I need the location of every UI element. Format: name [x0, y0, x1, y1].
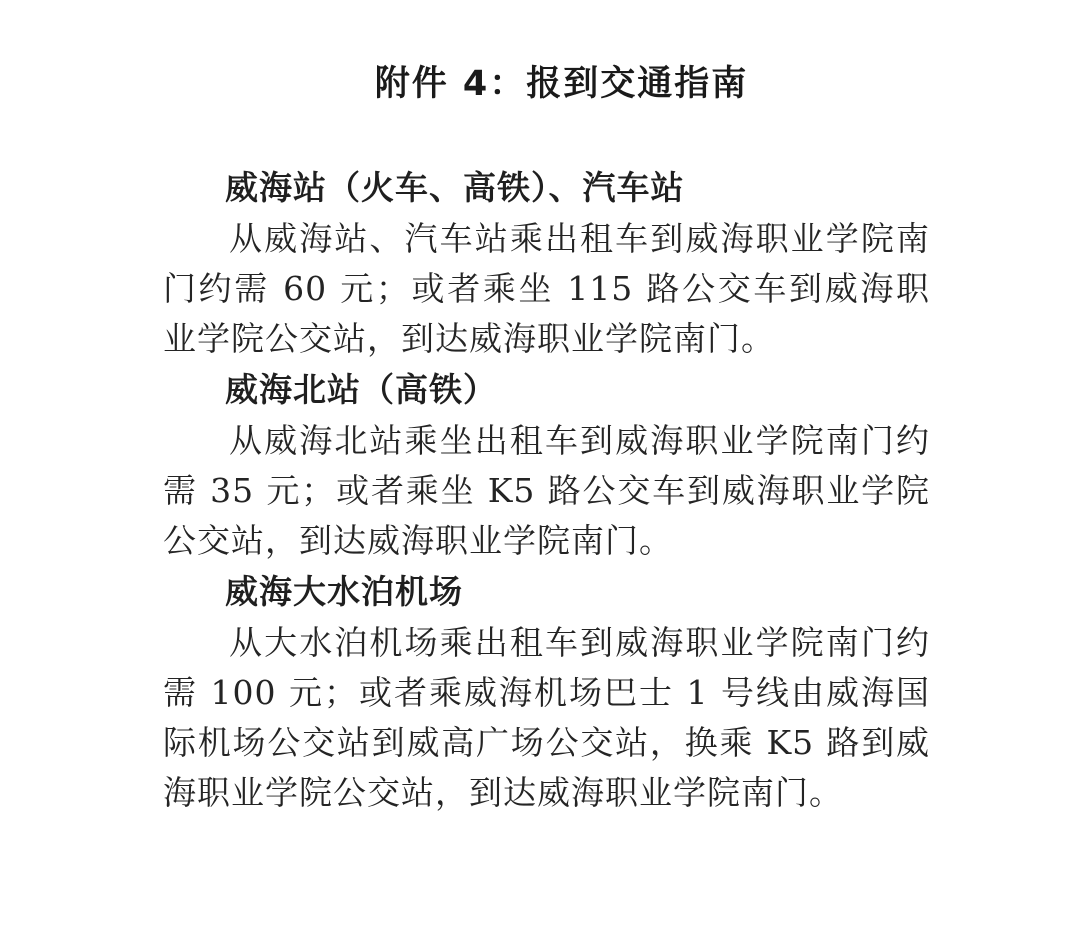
section-dashuibo-airport	[163, 566, 930, 818]
section-heading-weihai-station: 威海站（火车、高铁）、汽车站	[225, 168, 685, 207]
document-title: 附件 4：报到交通指南	[374, 64, 749, 104]
section-weihai-north-station	[163, 364, 930, 566]
section-heading-weihai-north-station: 威海北站（高铁）	[225, 370, 497, 409]
section-body-weihai-station: 从威海站、汽车站乘出租车到威海职业学院南门约需 60 元；或者乘坐 115 路公交车到威海职业学院公交站，到达威海职业学院南门。	[163, 219, 930, 358]
section-heading-dashuibo-airport: 威海大水泊机场	[225, 572, 463, 611]
section-body-dashuibo-airport: 从大水泊机场乘出租车到威海职业学院南门约需 100 元；或者乘威海机场巴士 1 号线由威海国际机场公交站到威高广场公交站，换乘 K5 路到威海职业学院公交站，到达威海职业学院南门。	[163, 623, 930, 812]
section-weihai-station	[163, 162, 930, 364]
section-body-weihai-north-station: 从威海北站乘坐出租车到威海职业学院南门约需 35 元；或者乘坐 K5 路公交车到威海职业学院公交站，到达威海职业学院南门。	[163, 421, 930, 560]
